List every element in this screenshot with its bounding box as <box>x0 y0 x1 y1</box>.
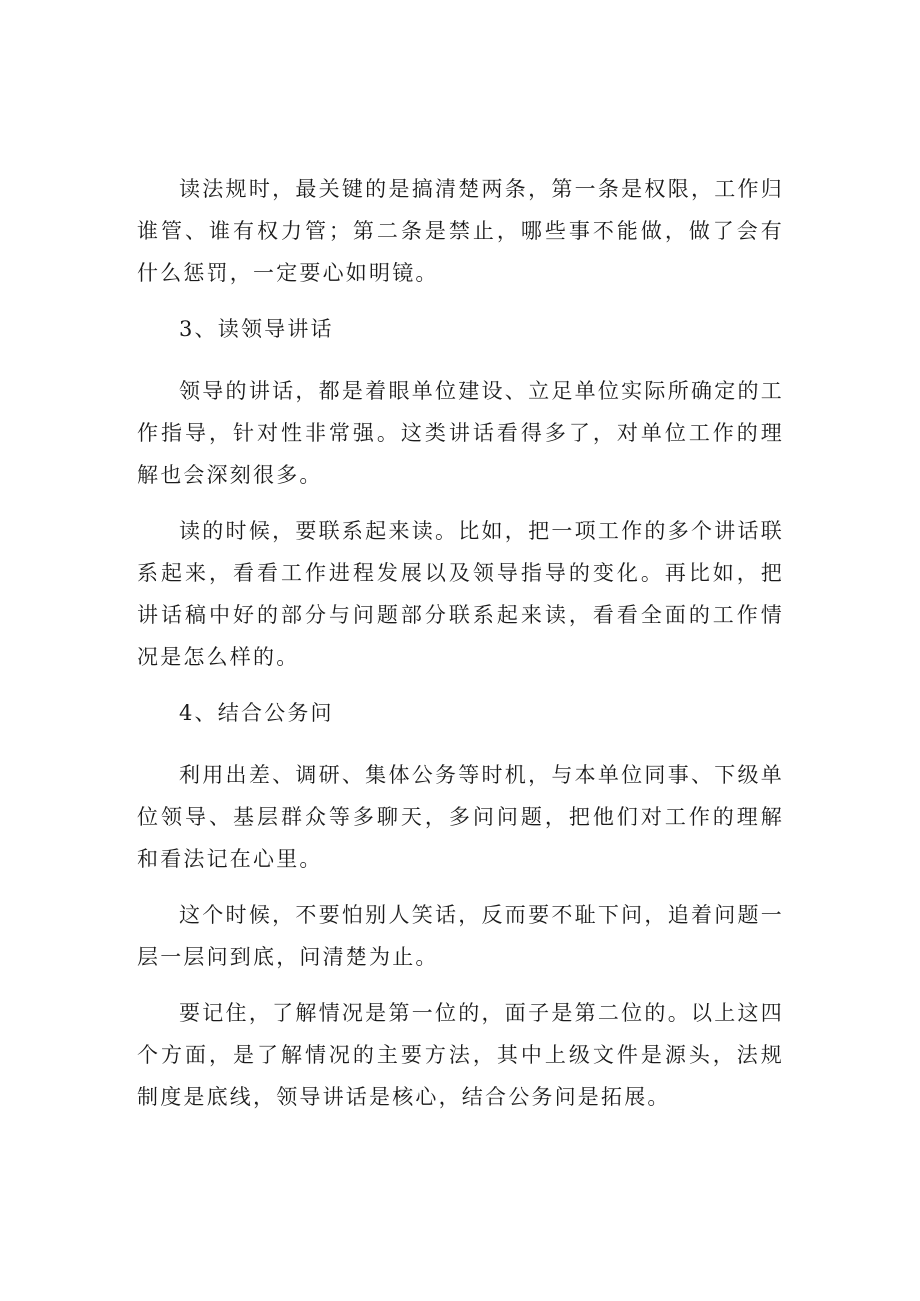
paragraph-summary: 要记住，了解情况是第一位的，面子是第二位的。以上这四个方面，是了解情况的主要方法，其中上级文件是源头，法规制度是底线，领导讲话是核心，结合公务问是拓展。 <box>137 1001 784 1109</box>
paragraph-reading-regulations: 读法规时，最关键的是搞清楚两条，第一条是权限，工作归谁管、谁有权力管；第二条是禁止，哪些事不能做，做了会有什么惩罚，一定要心如明镜。 <box>137 177 784 285</box>
document-body <box>137 168 784 1132</box>
paragraph-read-together: 读的时候，要联系起来读。比如，把一项工作的多个讲话联系起来，看看工作进程发展以及领导指导的变化。再比如，把讲话稿中好的部分与问题部分联系起来读，看看全面的工作情况是怎么样的。 <box>137 519 784 669</box>
paragraph-leader-speech: 领导的讲话，都是着眼单位建设、立足单位实际所确定的工作指导，针对性非常强。这类讲话看得多了，对单位工作的理解也会深刻很多。 <box>137 379 784 487</box>
paragraph-not-afraid: 这个时候，不要怕别人笑话，反而要不耻下问，追着问题一层一层问到底，问清楚为止。 <box>137 903 784 969</box>
section-heading-4: 4、结合公务问 <box>179 701 334 725</box>
section-heading-3: 3、读领导讲话 <box>179 317 334 341</box>
paragraph-ask-questions: 利用出差、调研、集体公务等时机，与本单位同事、下级单位领导、基层群众等多聊天，多问问题，把他们对工作的理解和看法记在心里。 <box>137 763 784 871</box>
